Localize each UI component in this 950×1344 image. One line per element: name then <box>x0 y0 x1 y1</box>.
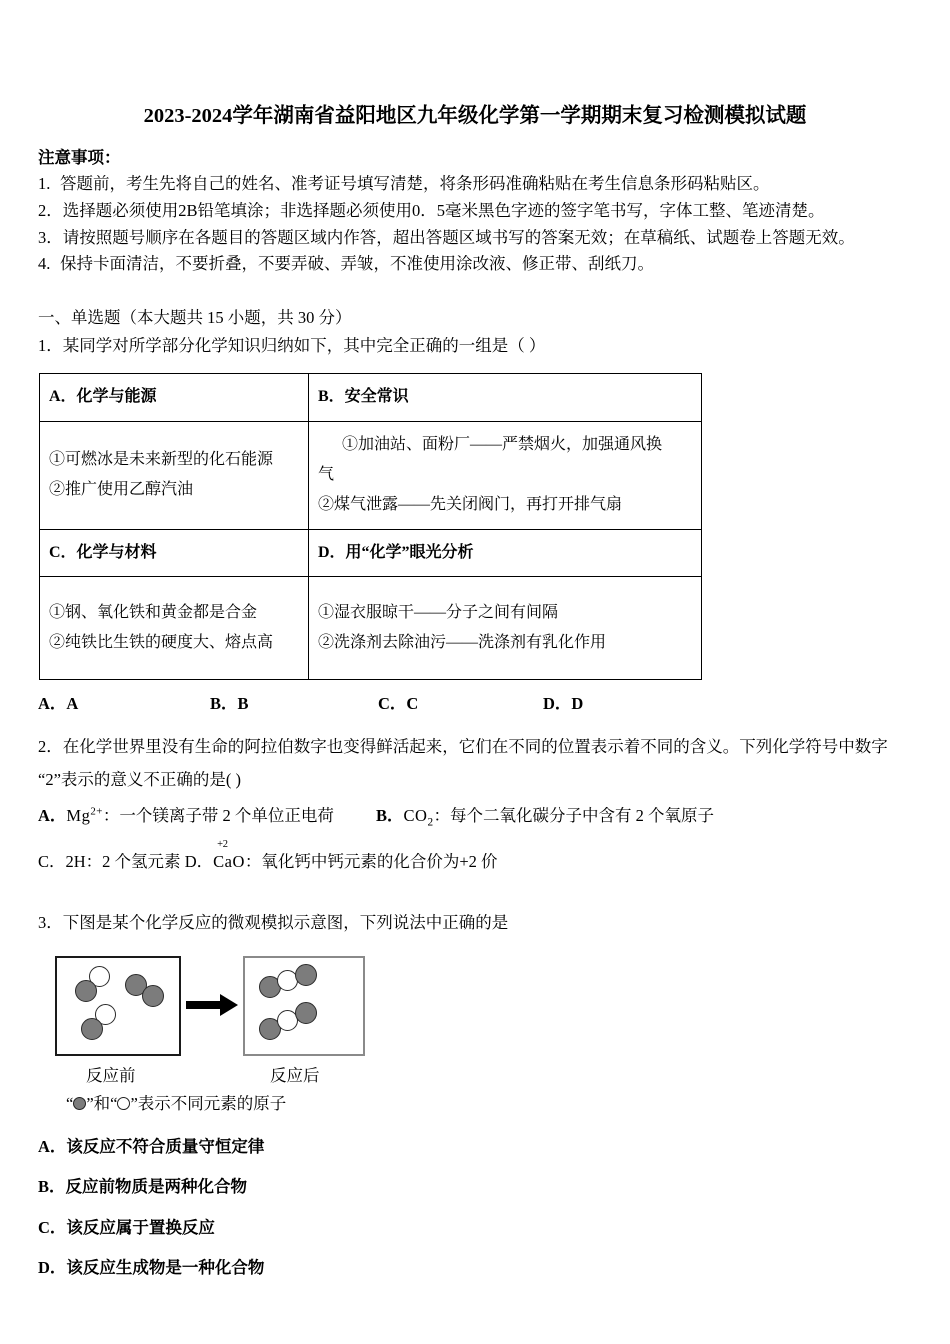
legend-suffix: ”表示不同元素的原子 <box>130 1093 287 1113</box>
question-3-choice-a-label: A． <box>38 1136 67 1156</box>
table-cell-header-a: A．化学与能源 <box>40 374 309 421</box>
question-2-choice-a-formula <box>66 806 103 825</box>
question-3-choice-d-label: D． <box>38 1257 67 1277</box>
table-row <box>40 529 702 576</box>
question-1-choice-b-label: B． <box>210 694 238 714</box>
question-3-choices <box>38 1134 912 1282</box>
question-3-choice-b[interactable] <box>38 1174 912 1200</box>
notice-item-3-number: 3． <box>38 227 63 247</box>
question-1-choice-a-text: A <box>66 694 79 714</box>
question-1-choice-c[interactable] <box>378 690 418 714</box>
legend-mid: ”和“ <box>86 1093 118 1113</box>
question-2-choice-d[interactable] <box>184 839 498 872</box>
table-cell-body-b-item-2: ②煤气泄露——先关闭阀门，再打开排气扇 <box>318 496 623 514</box>
question-2-choice-b-label: B． <box>376 806 404 826</box>
notice-item-4-number: 4. <box>38 254 51 274</box>
question-3-choice-c-text: 该反应属于置换反应 <box>66 1217 215 1237</box>
question-2-choice-c[interactable] <box>38 852 181 871</box>
after-reaction-box <box>243 956 365 1056</box>
arrow-shaft <box>186 1001 222 1009</box>
question-3-choice-a-text: 该反应不符合质量守恒定律 <box>66 1136 265 1156</box>
table-cell-header-b: B．安全常识 <box>309 374 702 421</box>
notice-item-2 <box>38 198 912 225</box>
notice-block <box>38 145 912 279</box>
question-2-choices-row-2 <box>38 839 912 888</box>
table-row <box>40 577 702 680</box>
formula-mg-charge: 2+ <box>90 805 103 818</box>
table-cell-body-c-item-1: ①钢、氧化铁和黄金都是合金 <box>49 603 258 621</box>
question-2-choice-d-text: ：氧化钙中钙元素的化合价为+2 价 <box>244 852 498 872</box>
filled-circle-icon <box>73 1097 86 1110</box>
question-3-choice-d[interactable] <box>38 1255 912 1281</box>
formula-co-subscript: 2 <box>427 816 434 829</box>
question-1-choice-d[interactable] <box>543 690 583 714</box>
question-2 <box>38 730 912 888</box>
table-cell-body-b-item-1-wrap: 气 <box>318 465 335 483</box>
question-1-choice-b[interactable] <box>210 690 249 714</box>
question-2-stem-line-1: 2．在化学世界里没有生命的阿拉伯数字也变得鲜活起来，它们在不同的位置表示着不同的含义。下列化学符号中数字 <box>38 737 888 757</box>
hollow-circle-icon <box>117 1097 130 1110</box>
table-cell-body-a-item-2: ②推广使用乙醇汽油 <box>49 481 194 499</box>
question-1-choice-d-label: D． <box>543 694 572 714</box>
page-title: 2023-2024学年湖南省益阳地区九年级化学第一学期期末复习检测模拟试题 <box>143 105 807 127</box>
notice-item-1-text: 答题前，考生先将自己的姓名、准考证号填写清楚，将条形码准确粘贴在考生信息条形码粘贴区。 <box>60 174 770 194</box>
notice-item-3-text: 请按照题号顺序在各题目的答题区域内作答，超出答题区域书写的答案无效；在草稿纸、试题卷上答题无效。 <box>62 227 855 247</box>
notice-item-2-number: 2． <box>38 201 63 221</box>
notice-item-3 <box>38 225 912 252</box>
table-cell-body-d-item-2: ②洗涤剂去除油污——洗涤剂有乳化作用 <box>318 634 607 652</box>
question-2-choice-a[interactable] <box>38 802 334 826</box>
diagram-label-before: 反应前 <box>86 1065 136 1085</box>
question-3 <box>38 908 912 1281</box>
question-1-table <box>39 373 702 680</box>
question-3-choice-b-text: 反应前物质是两种化合物 <box>65 1177 248 1197</box>
question-3-choice-c[interactable] <box>38 1215 912 1241</box>
formula-cao-ca: Ca <box>213 852 233 872</box>
diagram-label-after: 反应后 <box>270 1065 320 1085</box>
notice-item-4 <box>38 251 912 278</box>
question-1-choice-a-label: A． <box>38 694 67 714</box>
table-row <box>40 421 702 529</box>
notice-item-1-number: 1. <box>38 174 51 194</box>
table-row <box>40 374 702 421</box>
atom-gray <box>142 985 164 1007</box>
atom-gray <box>75 980 97 1002</box>
question-2-choice-a-text: ：一个镁离子带 2 个单位正电荷 <box>102 806 334 826</box>
table-cell-body-b-item-1: ①加油站、面粉厂——严禁烟火，加强通风换 <box>342 435 663 453</box>
question-3-choice-a[interactable] <box>38 1134 912 1160</box>
question-2-stem-line-2: “2”表示的意义不正确的是( ) <box>38 770 242 790</box>
diagram-legend <box>66 1090 286 1114</box>
question-3-choice-c-label: C． <box>38 1217 67 1237</box>
table-cell-header-c: C．化学与材料 <box>40 529 309 576</box>
question-1-stem: 1．某同学对所学部分化学知识归纳如下，其中完全正确的一组是（ ） <box>38 336 546 356</box>
question-3-stem: 3．下图是某个化学反应的微观模拟示意图，下列说法中正确的是 <box>38 913 509 933</box>
table-cell-body-a <box>40 421 309 529</box>
question-1-choice-c-label: C． <box>378 694 407 714</box>
before-reaction-box <box>55 956 181 1056</box>
question-1-choices <box>38 690 912 714</box>
formula-cao-o: O <box>232 852 245 872</box>
question-2-choice-d-formula <box>213 839 245 872</box>
table-cell-body-d-item-1: ①湿衣服晾干——分子之间有间隔 <box>318 603 559 621</box>
notice-item-1 <box>38 171 912 198</box>
table-cell-body-c <box>40 577 309 680</box>
table-cell-body-a-item-1: ①可燃冰是未来新型的化石能源 <box>49 450 274 468</box>
question-2-choice-d-label: D． <box>184 852 214 872</box>
question-2-choice-a-label: A． <box>38 806 67 826</box>
formula-mg: Mg <box>66 806 91 826</box>
atom-gray <box>295 1002 317 1024</box>
atom-gray <box>295 964 317 986</box>
question-2-choices-row-1 <box>38 802 912 836</box>
formula-co: CO <box>403 806 428 826</box>
question-2-choice-c-text: 2H：2 个氢元素 <box>65 852 181 872</box>
question-2-choice-b[interactable] <box>376 802 714 828</box>
question-1-choice-a[interactable] <box>38 690 78 714</box>
question-2-choice-c-label: C． <box>38 852 66 872</box>
reaction-arrow-icon <box>186 994 242 1016</box>
question-3-choice-b-label: B． <box>38 1177 66 1197</box>
question-2-choice-b-text: ：每个二氧化碳分子中含有 2 个氧原子 <box>433 806 715 826</box>
reaction-microscopic-diagram <box>38 956 678 1128</box>
notice-item-2-text: 选择题必须使用2B铅笔填涂；非选择题必须使用0．5毫米黑色字迹的签字笔书写，字体工整、笔迹清楚。 <box>62 201 825 221</box>
question-3-choice-d-text: 该反应生成物是一种化合物 <box>66 1257 265 1277</box>
notice-item-4-text: 保持卡面清洁，不要折叠，不要弄破、弄皱，不准使用涂改液、修正带、刮纸刀。 <box>60 254 654 274</box>
question-1-choice-b-text: B <box>237 694 249 714</box>
table-cell-body-b <box>309 421 702 529</box>
table-cell-body-c-item-2: ②纯铁比生铁的硬度大、熔点高 <box>49 634 274 652</box>
table-cell-body-d <box>309 577 702 680</box>
arrow-head <box>220 994 238 1016</box>
atom-gray <box>81 1018 103 1040</box>
table-cell-header-d: D．用“化学”眼光分析 <box>309 529 702 576</box>
question-1-choice-c-text: C <box>406 694 419 714</box>
formula-cao-valence: +2 <box>217 839 228 851</box>
question-2-choice-b-formula <box>403 806 434 829</box>
legend-prefix: “ <box>66 1093 74 1113</box>
section-heading-single-choice: 一、单选题（本大题共 15 小题，共 30 分） <box>38 308 352 328</box>
notice-heading: 注意事项： <box>38 147 121 167</box>
question-1-choice-d-text: D <box>571 694 584 714</box>
